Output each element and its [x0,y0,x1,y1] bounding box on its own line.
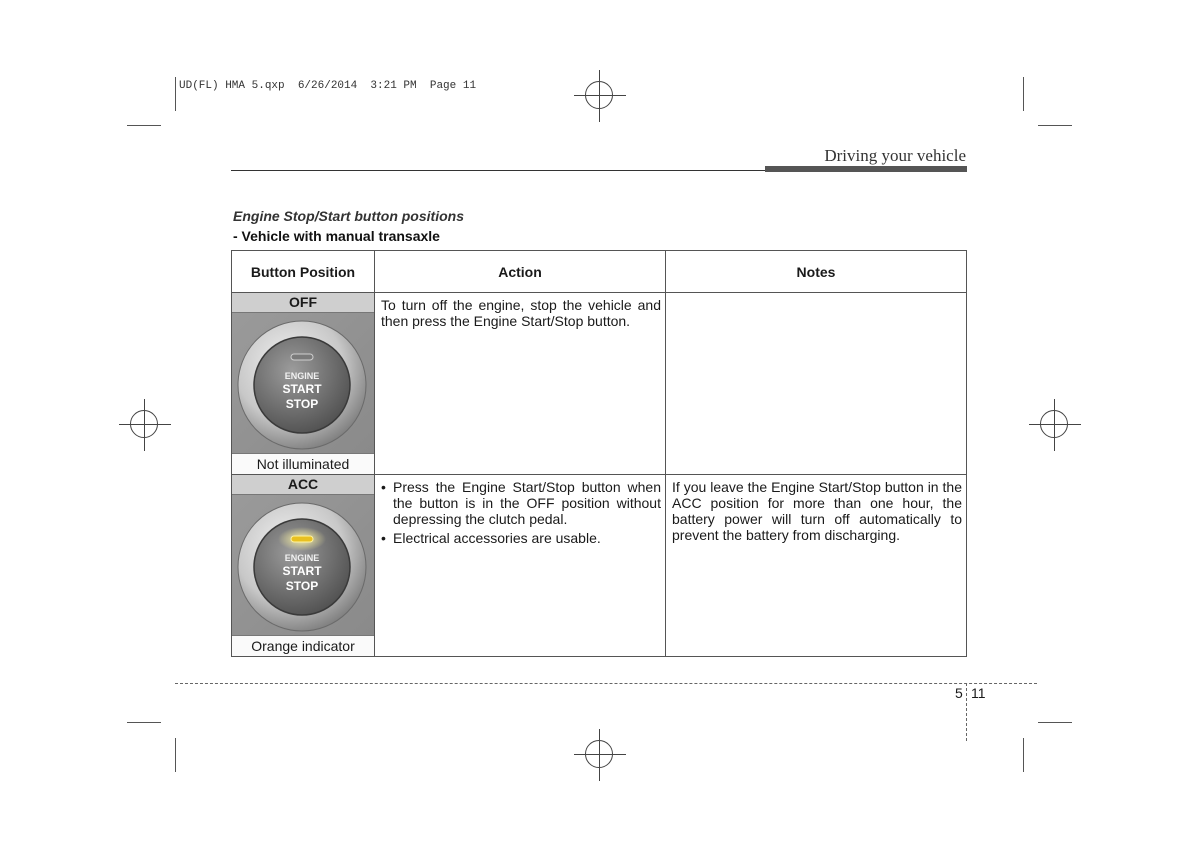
action-cell [375,293,666,475]
column-header-position: Button Position [232,251,375,293]
crop-mark [1023,77,1024,111]
position-cell [232,475,375,657]
button-text-line: STOP [285,579,319,593]
crop-mark [1038,722,1072,723]
page-number: 11 [971,685,986,701]
table-row-acc [232,475,967,657]
notes-text [666,293,966,301]
notes-text: If you leave the Engine Start/Stop button in the ACC position for more than one hour, the battery power will turn off automatically to prevent the battery from discharging. [672,479,962,543]
footer-rule [175,683,1037,684]
position-label: OFF [232,293,374,313]
chapter-number: 5 [955,685,963,701]
position-caption: Not illuminated [232,454,374,474]
button-text-line: START [282,564,322,578]
engine-start-stop-button-icon [232,495,374,636]
action-text [375,475,665,553]
button-text-line: ENGINE [284,371,320,381]
crop-mark [127,125,161,126]
registration-mark-icon [130,410,158,438]
registration-mark-icon [585,81,613,109]
crop-mark [175,77,176,111]
crop-mark [1038,125,1072,126]
position-caption: Orange indicator [232,636,374,656]
registration-mark-icon [585,740,613,768]
position-label: ACC [232,475,374,495]
table-row-off [232,293,967,475]
notes-cell [666,475,967,657]
action-bullet-list [381,479,661,546]
orange-indicator-icon [291,536,313,542]
button-positions-table [231,250,967,657]
print-slug: UD(FL) HMA 5.qxp 6/26/2014 3:21 PM Page 11 [179,80,477,92]
notes-cell [666,293,967,475]
crop-mark [127,722,161,723]
section-subtitle: - Vehicle with manual transaxle [233,228,440,244]
section-title: Engine Stop/Start button positions [233,208,464,224]
crop-mark [1023,738,1024,772]
button-text-line: START [282,382,322,396]
column-header-notes: Notes [666,251,967,293]
engine-start-stop-button-icon [232,313,374,454]
button-text-line: ENGINE [284,553,320,563]
column-header-action: Action [375,251,666,293]
list-item: • Electrical accessories are usable. [381,530,661,546]
crop-mark [175,738,176,772]
page-number-divider [966,683,967,741]
registration-mark-icon [1040,410,1068,438]
table-header-row [232,251,967,293]
button-text-line: STOP [285,397,319,411]
header-bar [765,166,967,172]
action-text: To turn off the engine, stop the vehicle and then press the Engine Start/Stop button. [381,297,661,329]
position-cell [232,293,375,475]
list-item: • Press the Engine Start/Stop button when the button is in the OFF position without depressing the clutch pedal. [381,479,661,527]
action-cell [375,475,666,657]
running-header: Driving your vehicle [824,146,966,165]
